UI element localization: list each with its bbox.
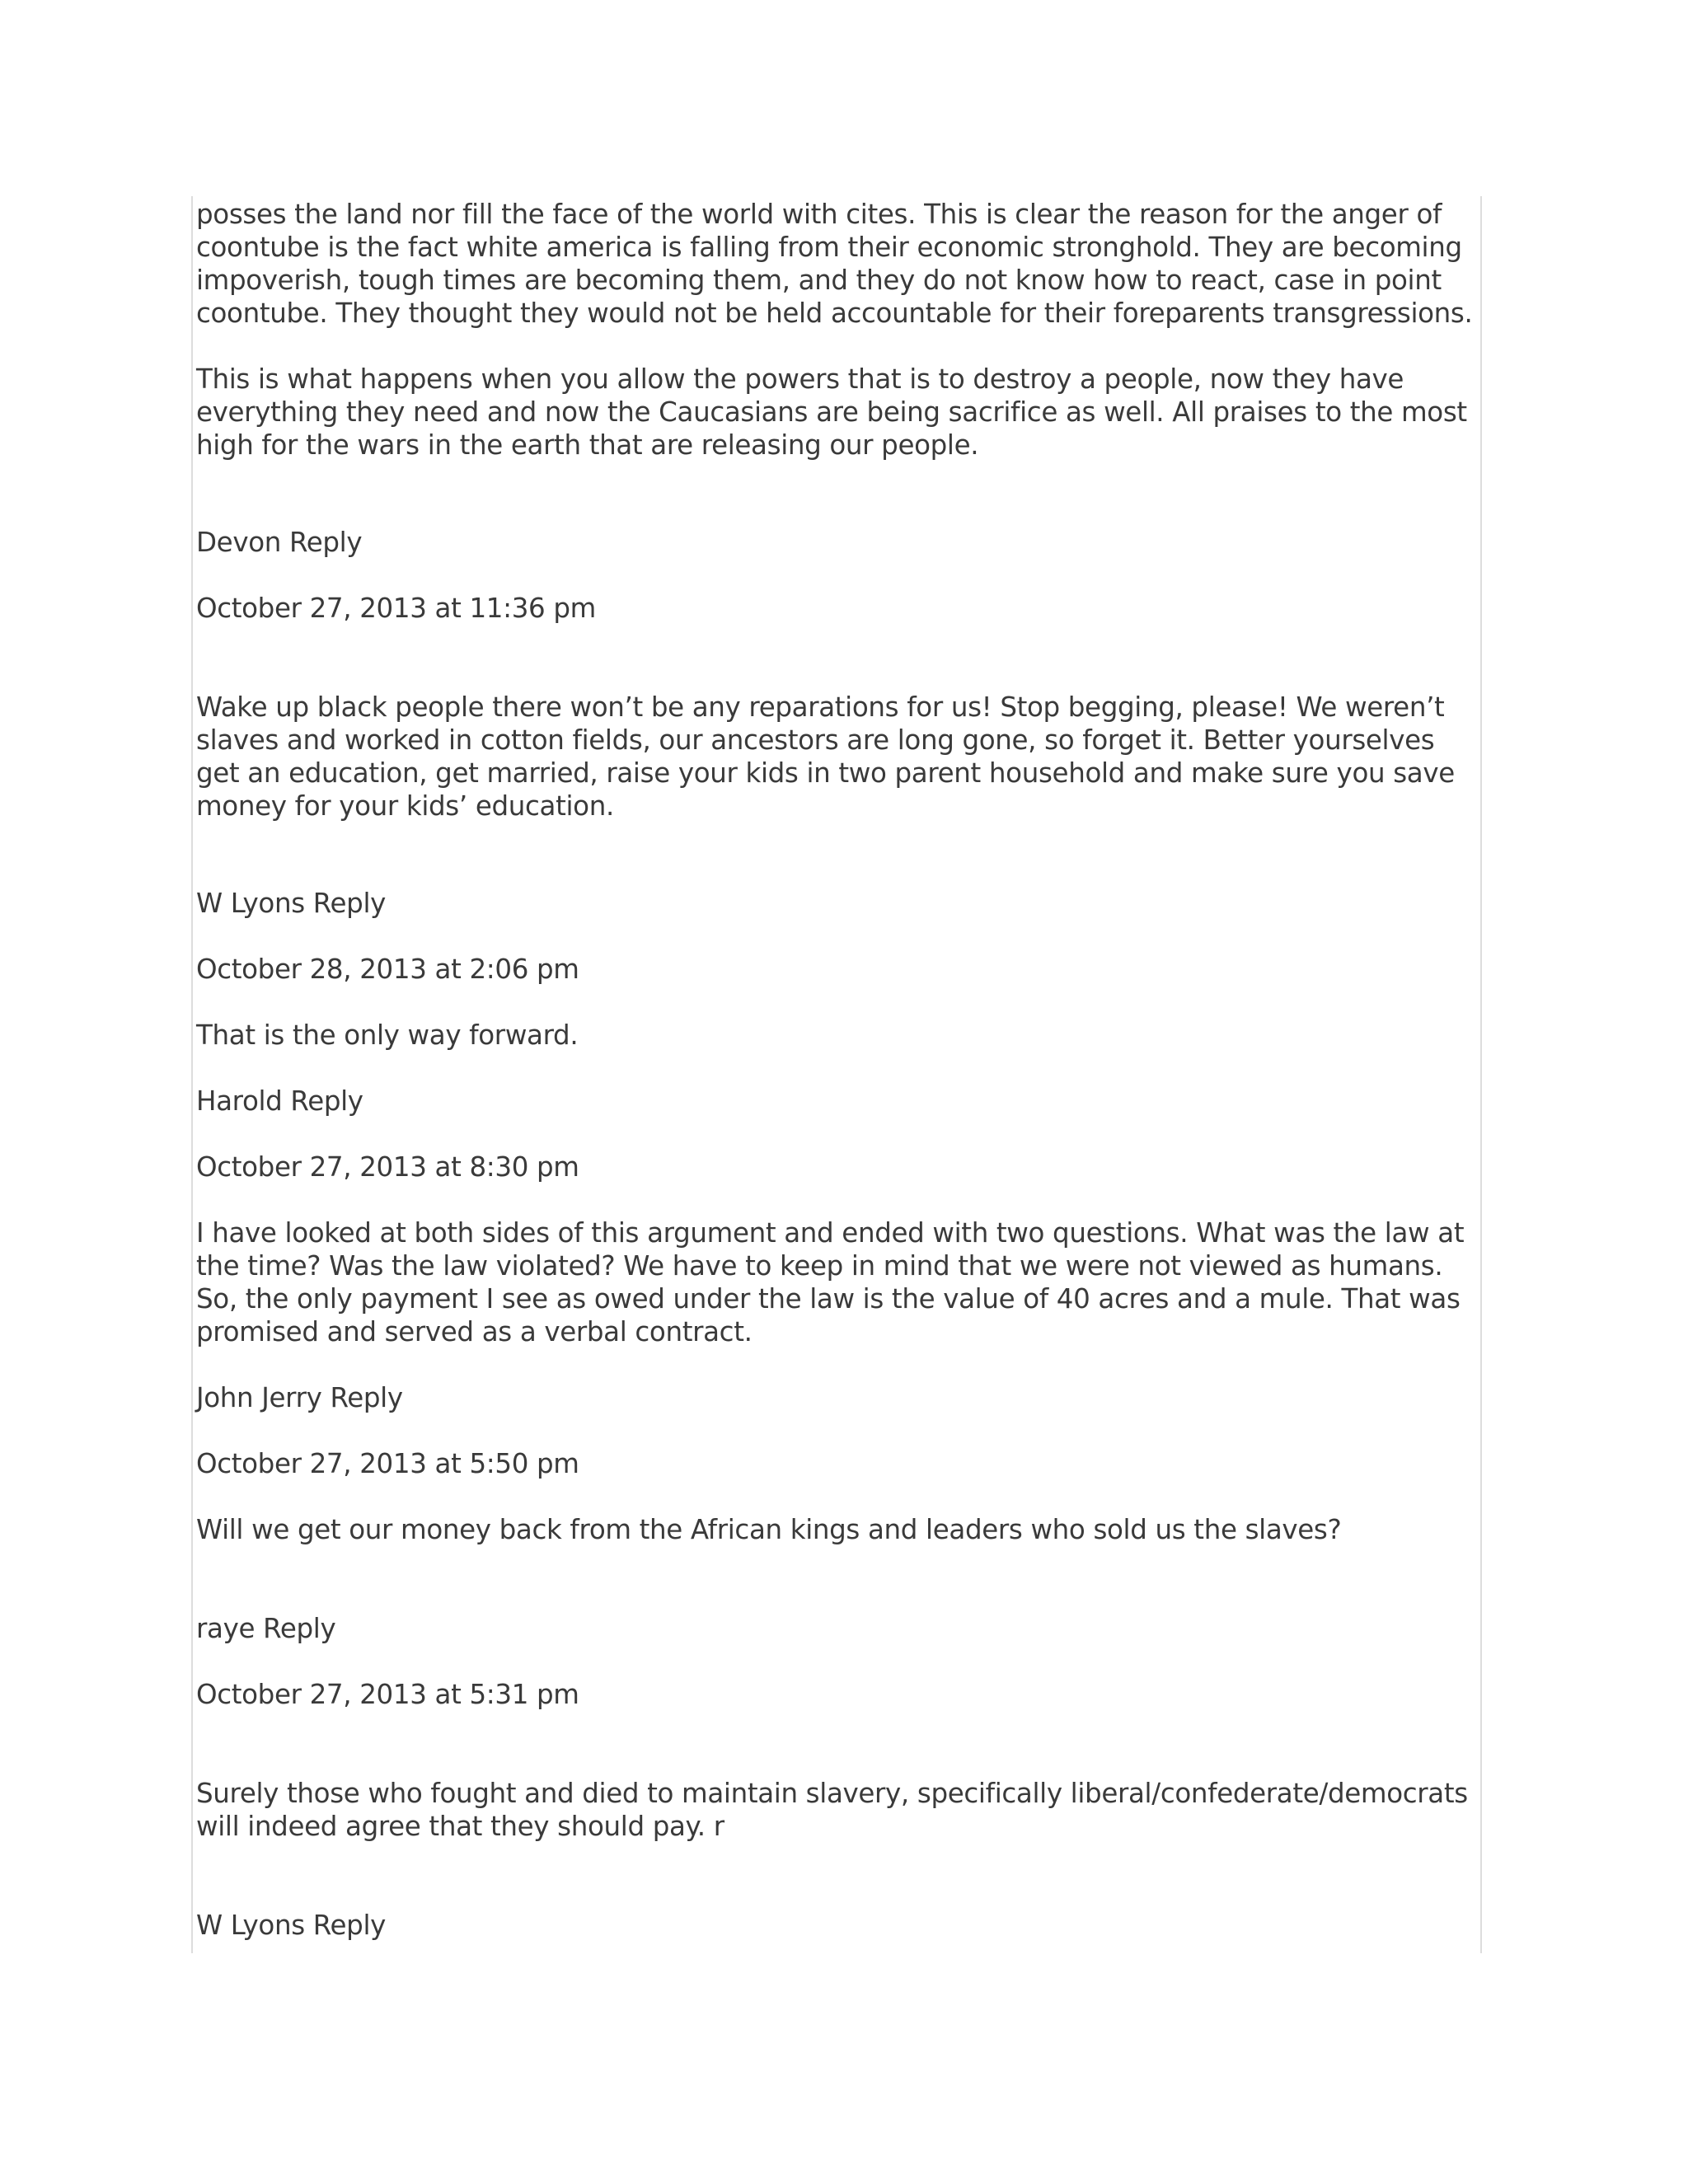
comment-body: Will we get our money back from the African kings and leaders who sold us the slaves? bbox=[196, 1514, 1342, 1545]
comment-author[interactable]: Harold Reply bbox=[196, 1085, 363, 1117]
comment-date[interactable]: October 28, 2013 at 2:06 pm bbox=[196, 954, 579, 985]
comment-date[interactable]: October 27, 2013 at 5:50 pm bbox=[196, 1448, 579, 1479]
comment-date[interactable]: October 27, 2013 at 11:36 pm bbox=[196, 593, 596, 624]
comment-date[interactable]: October 27, 2013 at 8:30 pm bbox=[196, 1151, 579, 1183]
comment-author[interactable]: W Lyons Reply bbox=[196, 1910, 387, 1941]
comment-thread bbox=[196, 198, 1482, 1942]
comment-body: posses the land nor fill the face of the world with cites. This is clear the reason for the anger of coontube is the fact white america is falling from their economic stronghold. They are becoming impoverish, tough times are becoming them, and they do not know how to react, case in point coontube. They thought they would not be held accountable for their foreparents transgressions. bbox=[196, 199, 1473, 329]
comment-author[interactable]: John Jerry Reply bbox=[196, 1382, 403, 1413]
comment-body: That is the only way forward. bbox=[196, 1019, 579, 1051]
comment-date[interactable]: October 27, 2013 at 5:31 pm bbox=[196, 1679, 579, 1710]
comment-author[interactable]: W Lyons Reply bbox=[196, 888, 387, 919]
comment-author[interactable]: raye Reply bbox=[196, 1613, 336, 1644]
comment-body: I have looked at both sides of this argument and ended with two questions. What was the law at the time? Was the law violated? We have to keep in mind that we were not viewed as humans. So, the only payment I see as owed under the law is the value of 40 acres and a mule. That was promised and served as a verbal contract. bbox=[196, 1217, 1465, 1347]
comment-body: Surely those who fought and died to maintain slavery, specifically liberal/confederate/democrats will indeed agree that they should pay. r bbox=[196, 1778, 1468, 1842]
comment-body: This is what happens when you allow the powers that is to destroy a people, now they have everything they need and now the Caucasians are being sacrifice as well. All praises to the most high for the wars in the earth that are releasing our people. bbox=[196, 363, 1467, 461]
comment-body: Wake up black people there won’t be any reparations for us! Stop begging, please! We weren’t slaves and worked in cotton fields, our ancestors are long gone, so forget it. Better yourselves get an education, get married, raise your kids in two parent household and make sure you save money for your kids’ education. bbox=[196, 691, 1455, 822]
comment-author[interactable]: Devon Reply bbox=[196, 527, 363, 558]
